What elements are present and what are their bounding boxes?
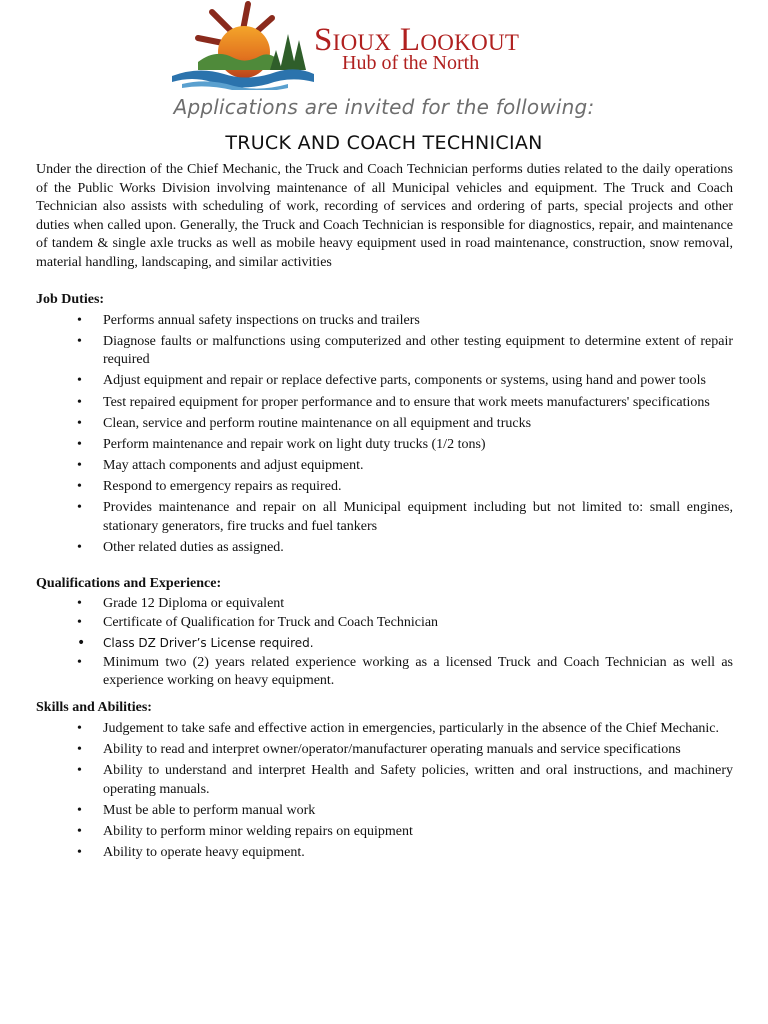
skill-item: • Judgement to take safe and effective action in emergencies, particularly in the absence of the Chief Mechanic. (36, 720, 733, 739)
job-title: TRUCK AND COACH TECHNICIAN (225, 132, 543, 154)
invitation-line: Applications are invited for the following: (173, 95, 595, 119)
skills-list (36, 720, 733, 863)
job-duty-item: • May attach components and adjust equipment. (36, 457, 733, 476)
job-duty-item: • Provides maintenance and repair on all Municipal equipment including but not limited to: small engines, stationary generators, fire trucks and fuel tankers (36, 499, 733, 536)
job-duties-list (36, 312, 733, 558)
skills-heading: Skills and Abilities: (36, 699, 152, 715)
skill-item: • Ability to perform minor welding repairs on equipment (36, 823, 733, 842)
skill-item: • Must be able to perform manual work (36, 802, 733, 821)
skill-item: • Ability to read and interpret owner/operator/manufacturer operating manuals and service specifications (36, 741, 733, 760)
logo-title: Sioux Lookout (314, 22, 520, 58)
job-duties-heading: Job Duties: (36, 291, 105, 307)
sioux-lookout-logo (168, 0, 598, 90)
job-duty-item: • Perform maintenance and repair work on light duty trucks (1/2 tons) (36, 436, 733, 455)
qualifications-heading: Qualifications and Experience: (36, 576, 222, 592)
qualification-item: • Minimum two (2) years related experience working as a licensed Truck and Coach Technician as well as experience working on heavy equipment. (36, 654, 733, 691)
qualifications-list (36, 595, 733, 691)
intro-paragraph: Under the direction of the Chief Mechanic, the Truck and Coach Technician performs duties related to the daily operations of the Public Works Division involving maintenance of all Municipal vehicles and equipment. The Truck and Coach Technician also assists with scheduling of work, recording of services and ordering of parts, special projects and other duties when called upon. Generally, the Truck and Coach Technician is responsible for diagnostics, repair, and maintenance of tandem & single axle trucks as well as mobile heavy equipment used in road maintenance, construction, snow removal, material handling, landscaping, and similar activities (36, 162, 733, 270)
logo-emblem-icon (168, 0, 318, 90)
qualification-item: • Grade 12 Diploma or equivalent (36, 595, 733, 614)
skill-item: • Ability to understand and interpret Health and Safety policies, written and oral instructions, and machinery operating manuals. (36, 762, 733, 799)
job-duty-item: • Other related duties as assigned. (36, 539, 733, 558)
logo-subtitle: Hub of the North (342, 52, 480, 74)
qualification-item: • Class DZ Driver’s License required. (36, 634, 733, 653)
job-duty-item: • Test repaired equipment for proper performance and to ensure that work meets manufacturers' specifications (36, 394, 733, 413)
job-duty-item: • Adjust equipment and repair or replace defective parts, components or systems, using hand and power tools (36, 372, 733, 391)
job-duty-item: • Diagnose faults or malfunctions using computerized and other testing equipment to determine extent of repair required (36, 333, 733, 370)
qualification-item: • Certificate of Qualification for Truck and Coach Technician (36, 614, 733, 633)
posting-body (36, 161, 733, 863)
skill-item: • Ability to operate heavy equipment. (36, 844, 733, 863)
job-duty-item: • Performs annual safety inspections on trucks and trailers (36, 312, 733, 331)
job-duty-item: • Clean, service and perform routine maintenance on all equipment and trucks (36, 415, 733, 434)
job-duty-item: • Respond to emergency repairs as required. (36, 478, 733, 497)
